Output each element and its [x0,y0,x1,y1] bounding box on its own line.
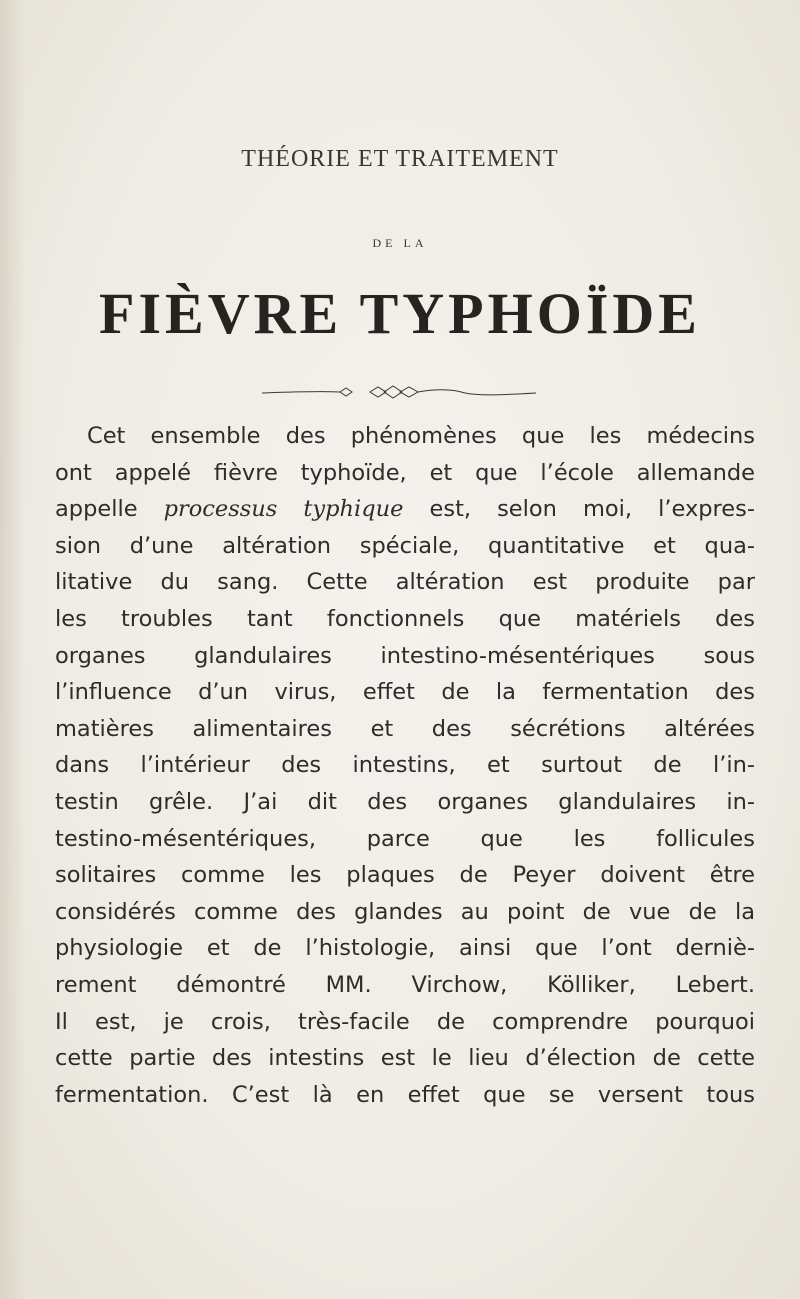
text-line: fermentation. C’est là en effet que se versent tous [55,1081,755,1108]
main-title: FIÈVRE TYPHOÏDE [99,281,701,346]
text-line: les troubles tant fonctionnels que matériels des [55,605,755,632]
title-line-de-la: DE LA [372,236,428,250]
text-line: litative du sang. Cette altération est produite par [55,569,755,596]
text-line: appelle processus typhique est, selon moi, l’expres- [55,496,755,523]
italic-term: processus typhique [163,496,404,523]
ornamental-divider [260,380,540,404]
body-paragraph [55,418,755,1113]
text-line: ont appelé fièvre typhoïde, et que l’école allemande [55,459,755,486]
text-line: l’influence d’un virus, effet de la fermentation des [55,679,755,706]
text-line: cette partie des intestins est le lieu d’élection de cette [55,1045,755,1072]
text-line: Il est, je crois, très-facile de comprendre pourquoi [55,1008,755,1035]
text-line: testino-mésentériques, parce que les follicules [55,825,755,852]
text-line: physiologie et de l’histologie, ainsi que l’ont derniè- [55,935,755,962]
text-line: Cet ensemble des phénomènes que les médecins [87,423,755,449]
text-line: matières alimentaires et des sécrétions altérées [55,715,755,742]
text-line: rement démontré MM. Virchow, Kölliker, Lebert. [55,971,755,998]
text-line: dans l’intérieur des intestins, et surtout de l’in- [55,752,755,779]
page-gutter-shadow [0,0,26,1299]
text-line: sion d’une altération spéciale, quantitative et qua- [55,532,755,559]
text-line: organes glandulaires intestino-mésentériques sous [55,642,755,669]
text-line: solitaires comme les plaques de Peyer doivent être [55,862,755,889]
text-line: considérés comme des glandes au point de vue de la [55,898,755,925]
text-line: testin grêle. J’ai dit des organes glandulaires in- [55,788,755,815]
title-line-theorie: THÉORIE ET TRAITEMENT [241,146,559,172]
